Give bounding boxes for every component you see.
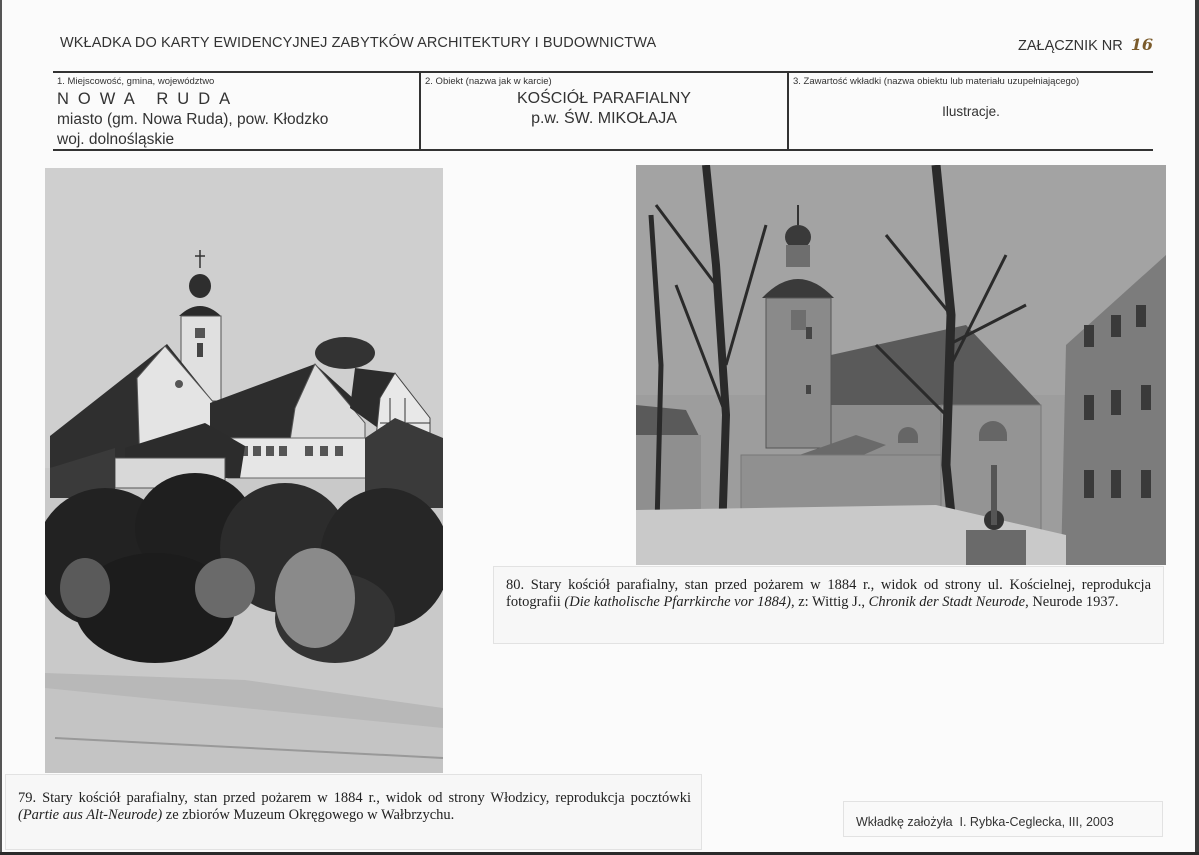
- caption-text: Stary kościół parafialny, stan przed pożarem w 1884 r., widok od strony ul. Kościelnej, reprodukcja fotografii: [506, 577, 1152, 610]
- caption-number: 80.: [506, 577, 525, 593]
- illustration-79-caption: [5, 774, 702, 850]
- scan-edge: [1195, 0, 1199, 855]
- contents-value: Ilustracje.: [942, 104, 1000, 119]
- annex-number: 16: [1130, 35, 1154, 54]
- object-dedication: p.w. ŚW. MIKOŁAJA: [531, 110, 677, 127]
- city-name: NOWA RUDA: [57, 90, 240, 108]
- annex-label: [1018, 35, 1153, 54]
- caption-text: reprodukcja pocztówki: [555, 790, 691, 806]
- illustration-80-caption: [493, 566, 1164, 644]
- caption-source-title: (Die katholische Pfarrkirche vor 1884): [564, 594, 791, 610]
- form-header-table: [53, 71, 1153, 151]
- caption-text: ze zbiorów Muzeum Okręgowego w Wałbrzychu.: [162, 807, 455, 823]
- illustration-79-image: [45, 168, 443, 773]
- document-title: WKŁADKA DO KARTY EWIDENCYJNEJ ZABYTKÓW ARCHITEKTURY I BUDOWNICTWA: [60, 35, 657, 51]
- voivodeship-line: woj. dolnośląskie: [57, 131, 175, 148]
- contents-cell: [789, 73, 1153, 149]
- scan-edge: [0, 0, 2, 855]
- object-label: 2. Obiekt (nazwa jak w karcie): [425, 76, 552, 87]
- caption-text: Stary kościół parafialny, stan przed pożarem w 1884 r., widok od strony Włodzicy,: [42, 790, 550, 806]
- location-label: 1. Miejscowość, gmina, województwo: [57, 76, 215, 87]
- caption-text: , Neurode 1937.: [1025, 594, 1119, 610]
- object-cell: [421, 73, 789, 149]
- object-name: KOŚCIÓŁ PARAFIALNY: [517, 90, 691, 107]
- location-cell: [53, 73, 421, 149]
- illustration-80-image: [636, 165, 1166, 565]
- author-credit: Wkładkę założyła I. Rybka-Ceglecka, III, 2003: [843, 801, 1163, 837]
- caption-text: , z: Wittig J.,: [790, 594, 869, 610]
- municipality-line: miasto (gm. Nowa Ruda), pow. Kłodzko: [57, 111, 329, 128]
- caption-number: 79.: [18, 790, 37, 806]
- annex-label-text: ZAŁĄCZNIK NR: [1018, 38, 1123, 54]
- contents-label: 3. Zawartość wkładki (nazwa obiektu lub materiału uzupełniającego): [793, 76, 1080, 87]
- caption-source-title: (Partie aus Alt-Neurode): [18, 807, 163, 823]
- caption-book-title: Chronik der Stadt Neurode: [868, 594, 1026, 610]
